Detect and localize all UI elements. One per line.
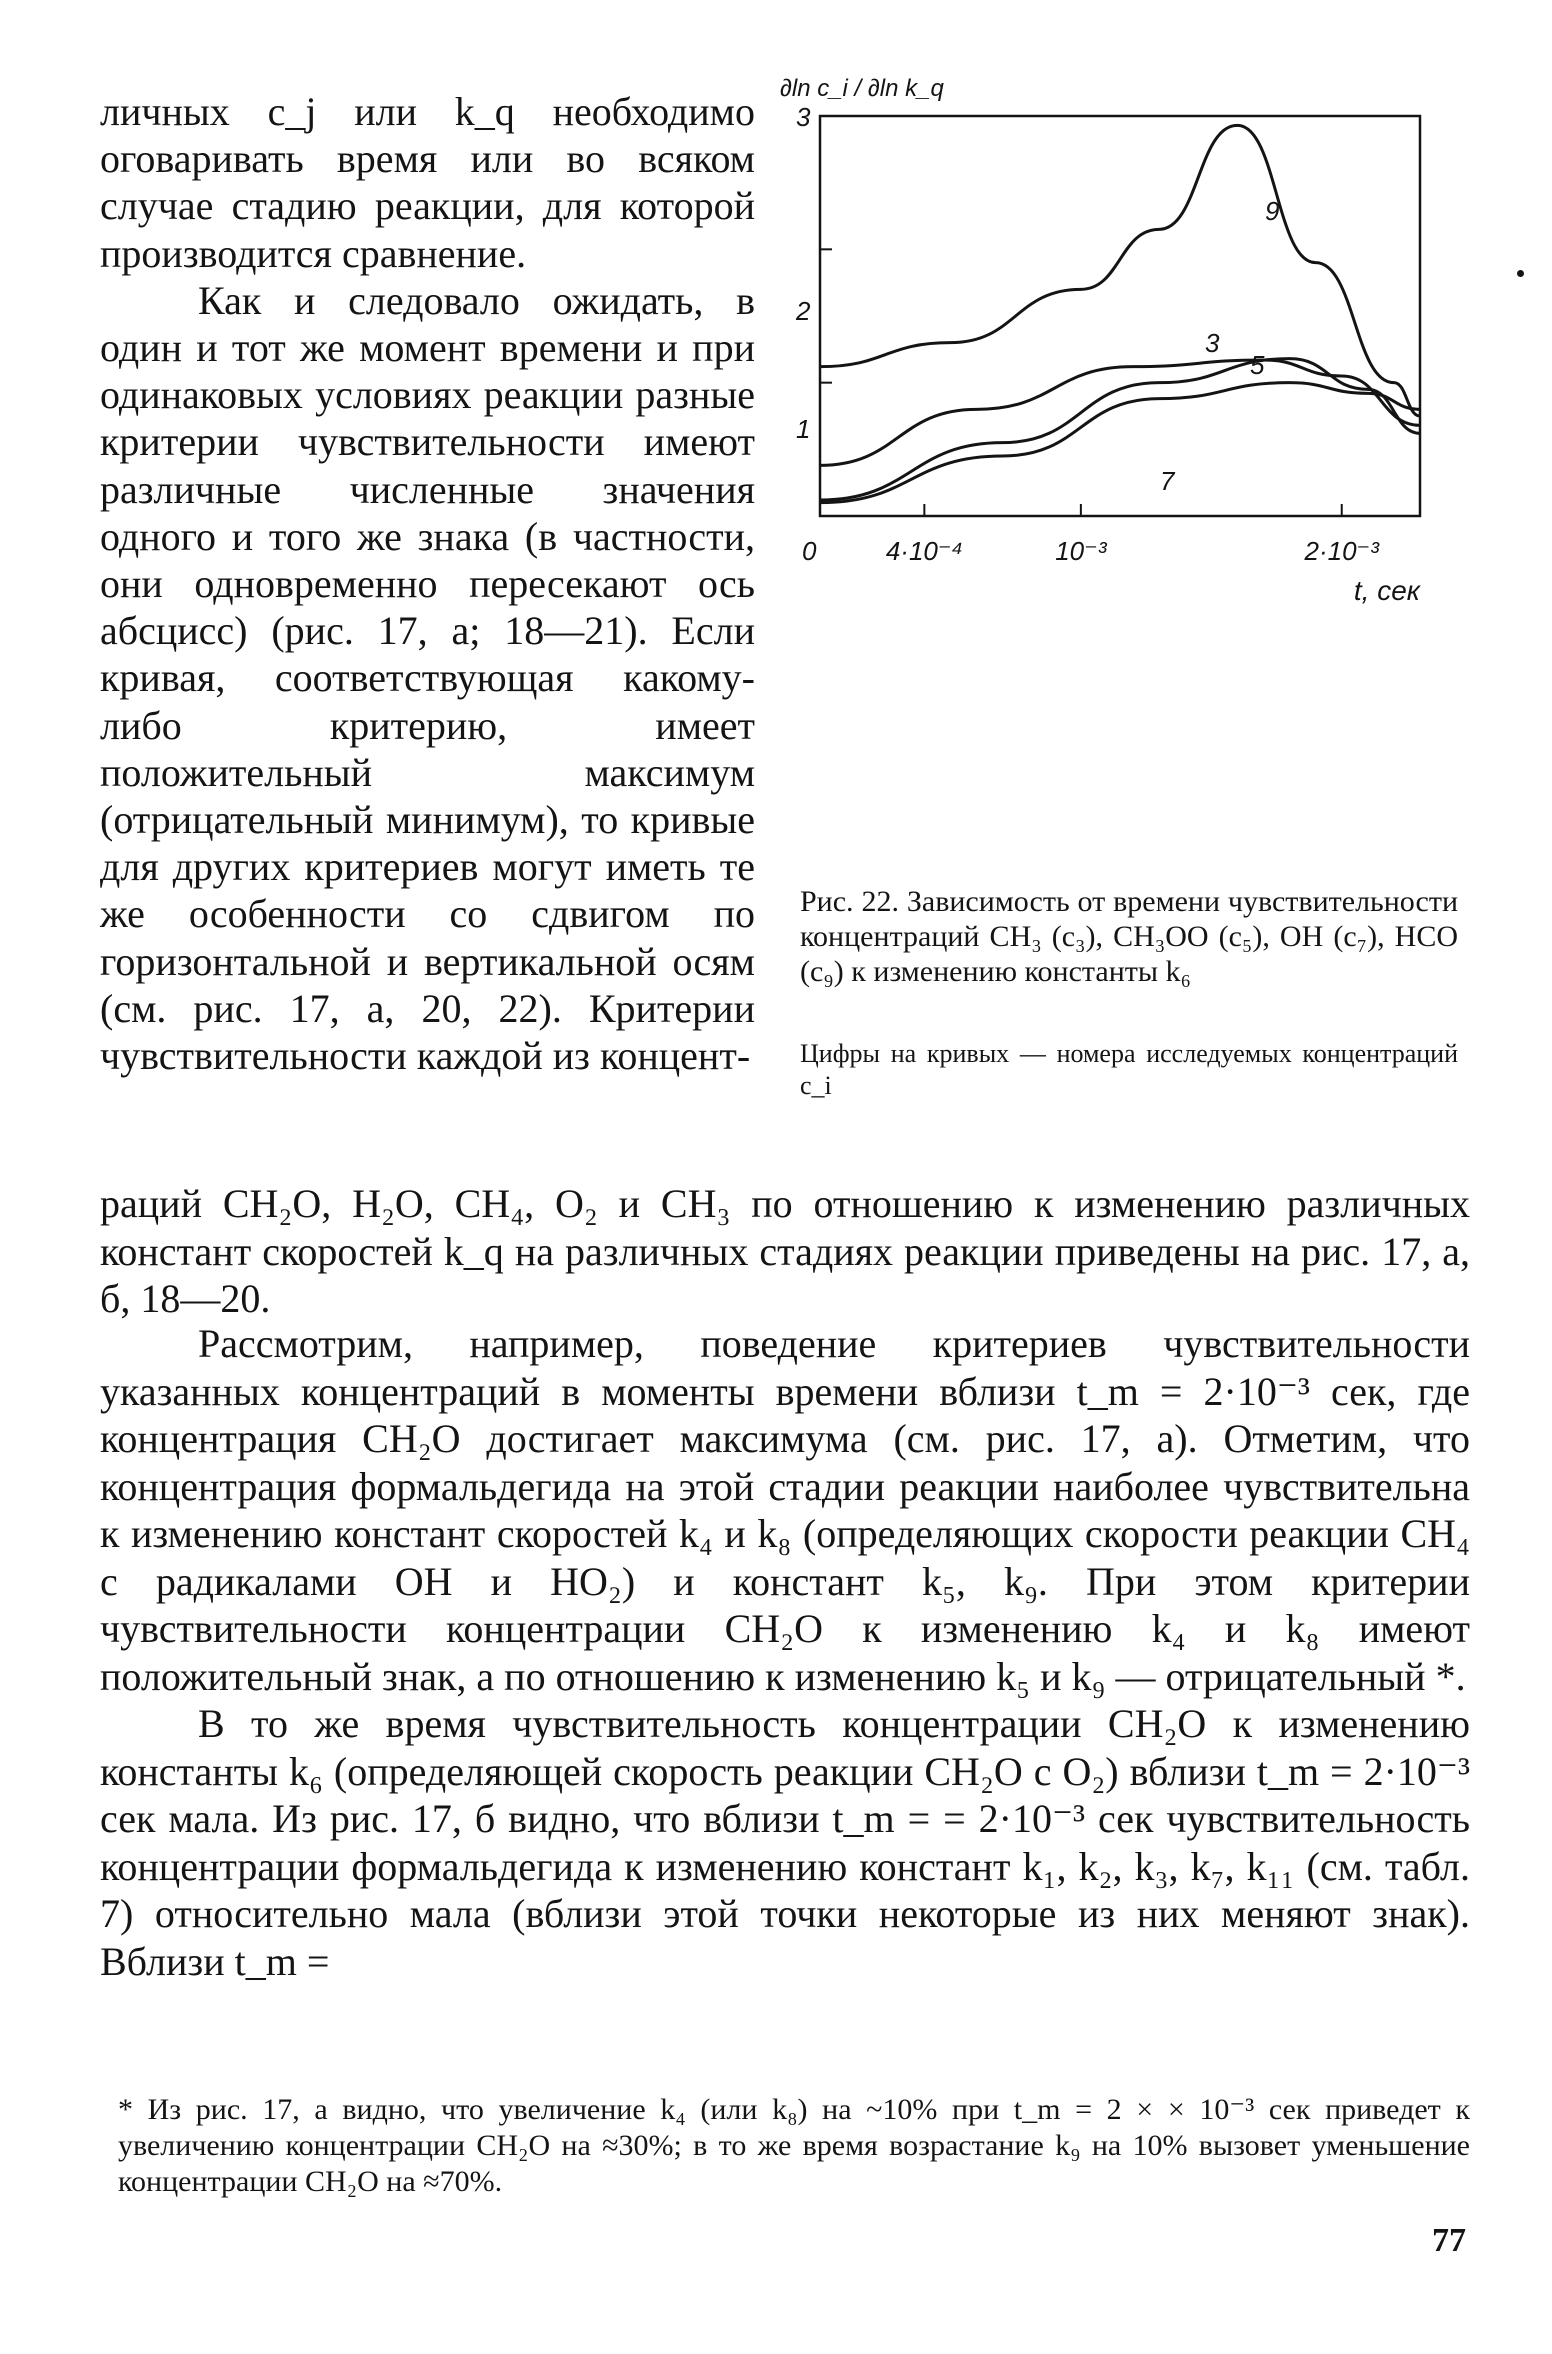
x-tick-label-3: 2·10⁻³ [1304, 536, 1379, 566]
stray-dot [1517, 270, 1524, 277]
paragraph-4: В то же время чувствительность концентрации CH₂O к изменению константы k₆ (определяющей скорость реакции CH₂O с O₂) вблизи t_m = 2·10⁻³ сек мала. Из рис. 17, б видно, что вблизи t_m = = 2·10⁻³ сек чувствительность концентрации формальдегида к изменению констант k₁, k₂, k₃, k₇, k₁₁ (см. табл. 7) относительно мала (вблизи этой точки некоторые из них меняют знак). Вблизи t_m = [100, 1701, 1470, 1984]
curve-7 [820, 383, 1420, 503]
curve-label-9: 9 [1265, 196, 1280, 226]
left-column-text [100, 88, 755, 1079]
figure-caption: Рис. 22. Зависимость от времени чувствительности концентраций CH₃ (c₃), CH₃OO (c₅), OH (c₇), HCO (c₉) к изменению константы k₆ [800, 885, 1458, 988]
curve-9 [820, 125, 1420, 416]
curve-label-3: 3 [1205, 328, 1220, 358]
y-tick-label-2: 2 [796, 296, 811, 326]
curve-label-7: 7 [1160, 466, 1175, 496]
body-text-wide-2 [100, 1320, 1470, 1985]
y-axis-label: ∂ln c_i / ∂ln k_q [780, 75, 944, 102]
plot-frame [820, 116, 1420, 516]
paragraph-2-continued: раций CH₂O, H₂O, CH₄, O₂ и CH₃ по отношению к изменению различных констант скоростей k_q на различных стадиях реакции приведены на рис. 17, а, б, 18—20. [100, 1181, 1470, 1321]
x-tick-label-1: 4·10⁻⁴ [885, 536, 963, 566]
body-text-wide [100, 1180, 1470, 1323]
y-tick-label-3: 3 [796, 102, 811, 132]
figure-note: Цифры на кривых — номера исследуемых концентраций c_i [800, 1039, 1458, 1100]
x-tick-label-0: 0 [802, 536, 817, 566]
footnote: * Из рис. 17, а видно, что увеличение k₄ (или k₈) на ~10% при t_m = 2 × × 10⁻³ сек приведет к увеличению концентрации CH₂O на ≈30%; в то же время возрастание k₉ на 10% вызовет уменьшение концентрации CH₂O на ≈70%. [118, 2093, 1470, 2198]
x-axis-label: t, сек [1353, 575, 1420, 606]
curve-label-5: 5 [1250, 350, 1265, 380]
paragraph-1: личных c_j или k_q необходимо оговаривать время или во всяком случае стадию реакции, для которой производится сравнение. [100, 89, 755, 276]
figure-22 [760, 60, 1460, 860]
paragraph-2: Как и следовало ожидать, в один и тот же момент времени и при одинаковых условиях реакции разные критерии чувствительности имеют различные численные значения одного и того же знака (в частности, они одновременно пересекают ось абсцисс) (рис. 17, а; 18—21). Если кривая, соответствующая какому-либо критерию, имеет положительный максимум (отрицательный минимум), то кривые для других критериев могут иметь те же особенности со сдвигом по горизонтальной и вертикальной осям (см. рис. 17, а, 20, 22). Критерии чувствительности каждой из концент- [100, 277, 755, 1079]
paragraph-3: Рассмотрим, например, поведение критериев чувствительности указанных концентраций в моменты времени вблизи t_m = 2·10⁻³ сек, где концентрация CH₂O достигает максимума (см. рис. 17, а). Отметим, что концентрация формальдегида на этой стадии реакции наиболее чувствительна к изменению констант скоростей k₄ и k₈ (определяющих скорости реакции CH₄ с радикалами OH и HO₂) и констант k₅, k₉. При этом критерии чувствительности концентрации CH₂O к изменению k₄ и k₈ имеют положительный знак, а по отношению к изменению k₅ и k₉ — отрицательный *. [100, 1321, 1470, 1699]
x-tick-label-2: 10⁻³ [1055, 536, 1107, 566]
page-number: 77 [1432, 2222, 1466, 2259]
sensitivity-chart [760, 60, 1460, 860]
y-tick-label-1: 1 [796, 414, 811, 444]
